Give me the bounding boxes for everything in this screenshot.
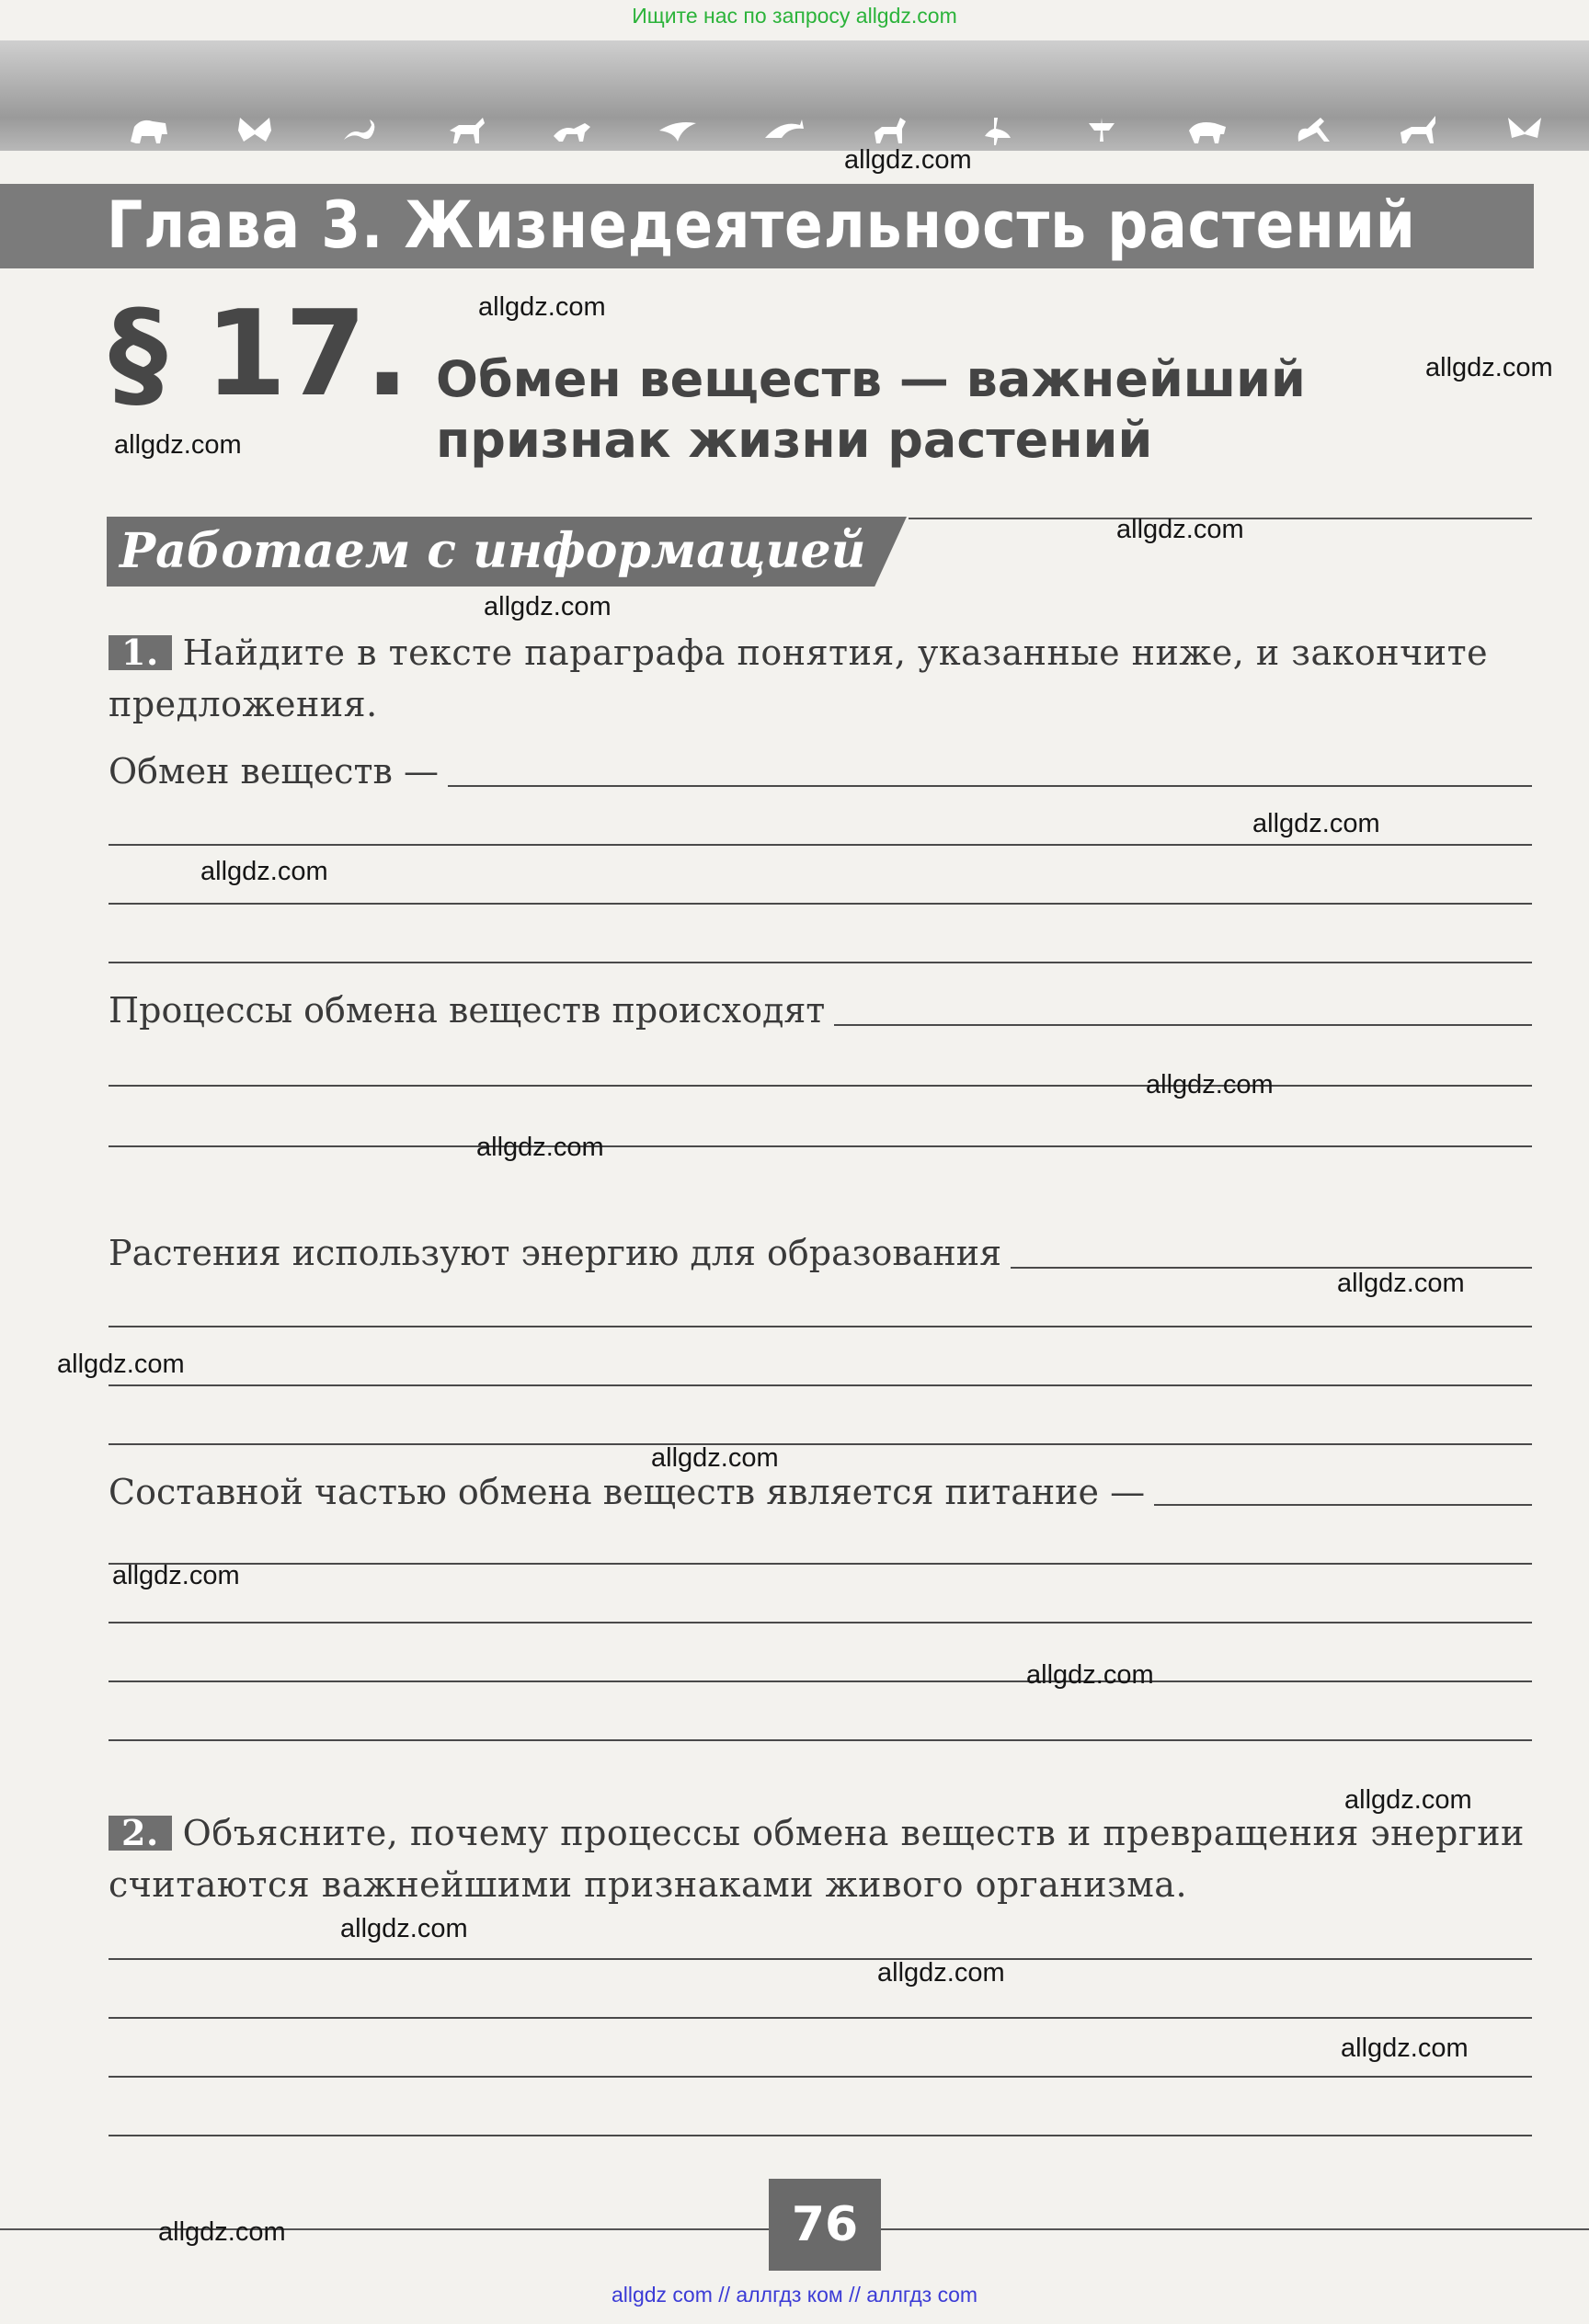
answer-line[interactable]: [109, 1326, 1532, 1327]
watermark: allgdz.com: [1116, 515, 1244, 544]
paragraph-title-line1: Обмен веществ — важнейший: [436, 350, 1306, 408]
watermark: allgdz.com: [114, 430, 242, 460]
answer-line[interactable]: [109, 1739, 1532, 1741]
deer-icon: [869, 114, 909, 147]
mirror-links[interactable]: allgdz com // аллгдз ком // аллгдз com: [611, 2283, 978, 2307]
answer-line[interactable]: [109, 844, 1532, 846]
bird-icon: [657, 114, 698, 147]
horse-icon: [446, 114, 486, 147]
buffalo-icon: [1187, 114, 1228, 147]
scorpion-icon: [340, 114, 381, 147]
fox-icon: [552, 114, 592, 147]
answer-line[interactable]: [109, 1145, 1532, 1147]
watermark: allgdz.com: [1425, 353, 1553, 382]
answer-line[interactable]: [109, 2076, 1532, 2078]
paragraph-title: [436, 349, 1306, 471]
prompt-metabolism: Обмен веществ —: [109, 750, 448, 792]
footer-rule-left: [0, 2228, 769, 2230]
task-1: [109, 627, 1534, 730]
watermark: allgdz.com: [484, 592, 612, 621]
page-number: 76: [791, 2197, 859, 2252]
antelope-icon: [1399, 114, 1439, 147]
animal-silhouettes: [129, 96, 1545, 147]
bison-icon: [129, 114, 169, 147]
task-1-number: 1.: [109, 635, 172, 670]
cat-icon: [1293, 114, 1333, 147]
watermark: allgdz.com: [158, 2217, 286, 2247]
butterfly-icon: [234, 114, 275, 147]
prompt-energy: Растения используют энергию для образования: [109, 1232, 1011, 1274]
watermark: allgdz.com: [57, 1350, 185, 1379]
answer-line[interactable]: [109, 1085, 1532, 1087]
prompt-nutrition: Составной частью обмена веществ является питание —: [109, 1471, 1154, 1513]
watermark: allgdz.com: [340, 1914, 468, 1943]
watermark: allgdz.com: [1344, 1785, 1472, 1815]
watermark: allgdz.com: [844, 145, 972, 175]
answer-line[interactable]: [109, 903, 1532, 905]
watermark: allgdz.com: [877, 1958, 1005, 1988]
search-hint-link[interactable]: Ищите нас по запросу allgdz.com: [632, 4, 957, 28]
answer-line[interactable]: [109, 1563, 1532, 1565]
task-2-text: Объясните, почему процессы обмена веществ и превращения энергии считаются важнейшими признаками живого организма.: [109, 1813, 1525, 1905]
answer-line[interactable]: [109, 1622, 1532, 1623]
watermark: allgdz.com: [1146, 1070, 1274, 1099]
answer-line[interactable]: [109, 1443, 1532, 1445]
section-banner-label: Работаем с информацией: [120, 523, 866, 579]
watermark: allgdz.com: [478, 292, 606, 322]
footer-rule-right: [881, 2228, 1589, 2230]
task-2-number: 2.: [109, 1816, 172, 1851]
watermark: allgdz.com: [1341, 2034, 1469, 2063]
watermark: allgdz.com: [1026, 1660, 1154, 1690]
chapter-title: Глава 3. Жизнедеятельность растений: [107, 188, 1416, 263]
answer-line[interactable]: [109, 2017, 1532, 2019]
paragraph-number: § 17.: [109, 286, 408, 423]
answer-line[interactable]: [109, 962, 1532, 963]
moth-icon: [1504, 114, 1545, 147]
prompt-processes: Процессы обмена веществ происходят: [109, 989, 834, 1031]
watermark: allgdz.com: [1337, 1269, 1465, 1298]
task-1-text: Найдите в тексте параграфа понятия, указанные ниже, и закончите предложения.: [109, 632, 1489, 724]
insect-icon: [1081, 114, 1122, 147]
answer-line[interactable]: [109, 1958, 1532, 1960]
answer-line[interactable]: [109, 1680, 1532, 1682]
watermark: allgdz.com: [651, 1443, 779, 1473]
watermark: allgdz.com: [200, 857, 328, 886]
task-2: [109, 1807, 1534, 1910]
watermark: allgdz.com: [1252, 809, 1380, 838]
answer-line[interactable]: [109, 2135, 1532, 2136]
heron-icon: [976, 114, 1016, 147]
paragraph-title-line2: признак жизни растений: [436, 411, 1153, 469]
watermark: allgdz.com: [112, 1561, 240, 1590]
answer-line[interactable]: [109, 1384, 1532, 1386]
watermark: allgdz.com: [476, 1133, 604, 1162]
dolphin-icon: [763, 114, 804, 147]
